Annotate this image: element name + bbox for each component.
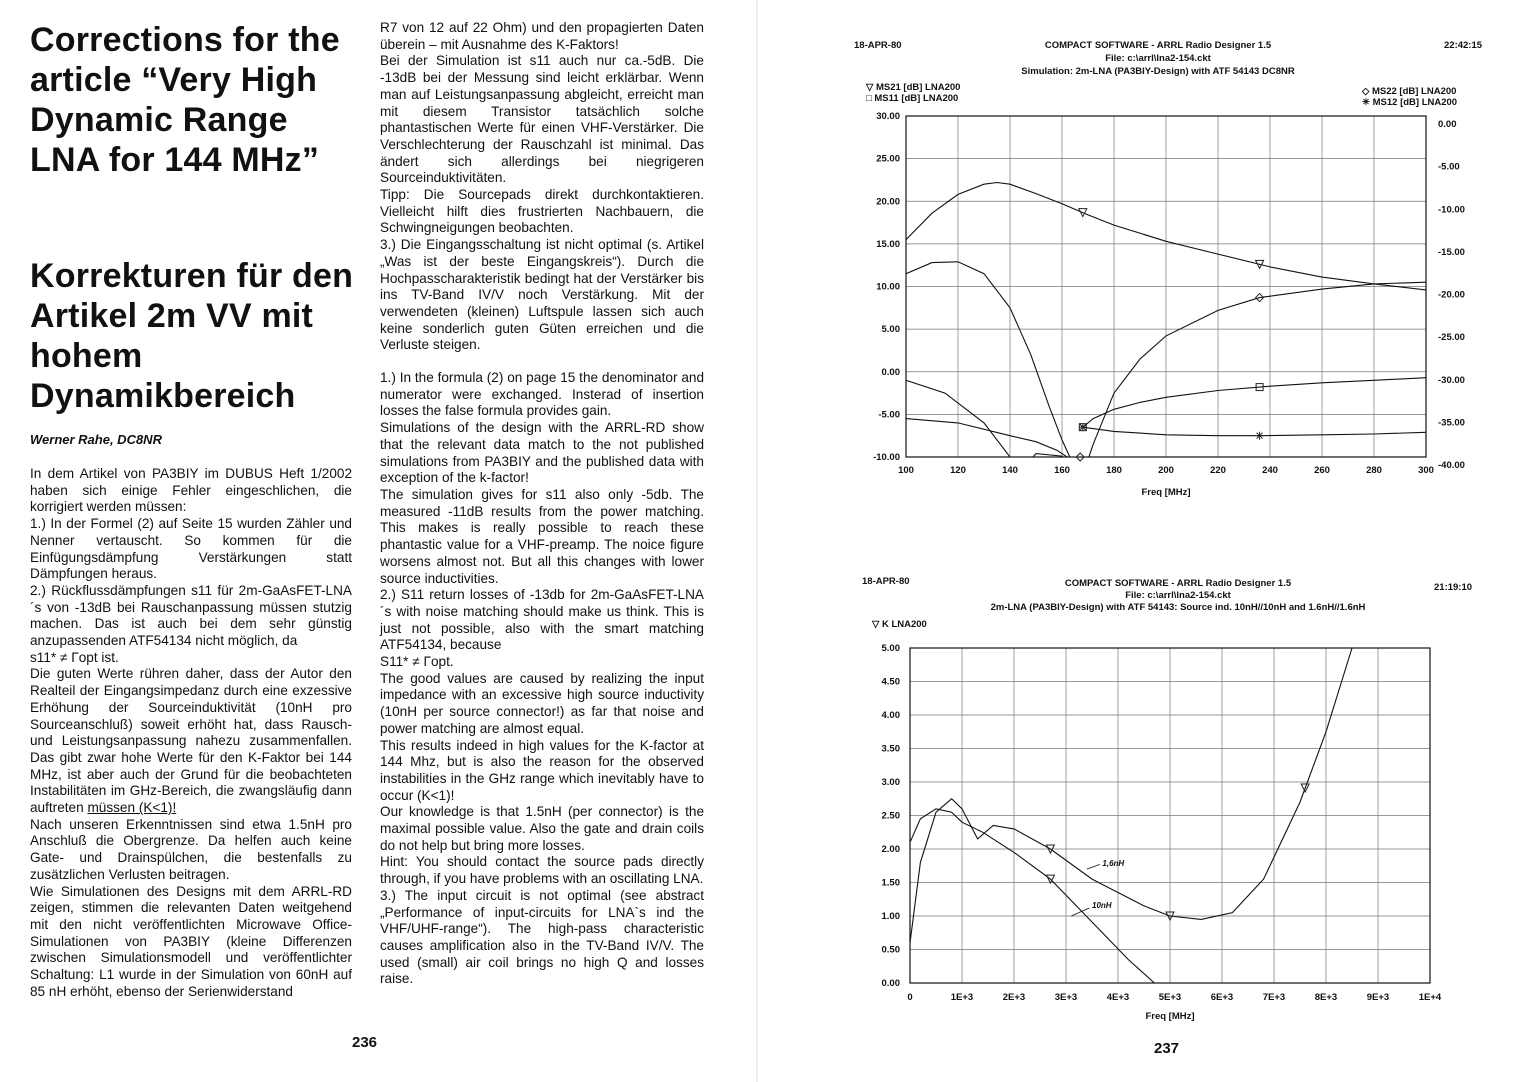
paragraph: This results indeed in high values for the K-factor at 144 Mhz, but is also the reason for the observed instabilities in the GHz range which inevitably have to occur (K<1)! [380,737,704,803]
chart-date: 18-APR-80 [862,576,910,587]
y-tick-label-left: 30.00 [876,111,900,122]
asterisk-marker [1256,432,1264,440]
x-tick-label: 2E+3 [1002,992,1026,1003]
x-tick-label: 7E+3 [1262,992,1286,1003]
paragraph: s11* ≠ Γopt ist. [30,649,119,665]
y-tick-label-left: 5.00 [881,324,900,336]
chart-title: 2m-LNA (PA3BIY-Design) with ATF 54143: Source ind. 10nH//10nH and 1.6nH//1.6nH [990,602,1366,613]
x-tick-label: 9E+3 [1366,992,1390,1003]
legend-entry-ms21: ▽ MS21 [dB] LNA200 [866,82,961,93]
x-tick-label: 240 [1262,465,1278,476]
series-line [1083,427,1426,436]
annotation-label: 10nH [1092,900,1112,910]
x-tick-label: 1E+3 [950,992,974,1003]
paragraph: 3.) Die Eingangsschaltung ist nicht optimal (s. Artikel „Was ist der beste Eingangskreis“). Durch die Hochpasscharakteristik bedingt hat der Verstärker bis ins TV-Band IV/V noch Verstärkung. Mit der verwendeten (kleinen) Luftspule lassen sich auch keine sonderlich guten Güten erreichen und die Verluste steigen. [380,237,704,353]
legend-entry-ms11: □ MS11 [dB] LNA200 [866,93,959,104]
paragraph: Bei der Simulation ist s11 auch nur ca.-5dB. Die -13dB bei der Messung sind leicht erklärbar. Wenn man auf Leistungsanpassung abgleicht, erreicht man mit diesem Transistor tatsächlich solche phantastischen Werte für einen VHF-Verstärker. Die Verschlechterung der Rauschzahl ist minimal. Das ändert sich allerdings bei niegrigeren Sourceinduktivitäten. [380,53,704,186]
y-tick-label-left: 10.00 [876,281,900,293]
x-tick-label: 280 [1366,465,1382,476]
y-tick-label-right: -10.00 [1438,204,1465,216]
paragraph: The good values are caused by realizing the input impedance with an excessive high source inductivity (10nH per source connector!) as far that noise and power matching are almost equal. [380,670,704,736]
x-tick-label: 220 [1210,465,1226,476]
s-parameter-chart [758,30,1516,510]
x-tick-label: 200 [1158,465,1174,476]
y-tick-label: 0.00 [881,978,900,989]
y-tick-label-left: -10.00 [873,452,900,463]
legend-entry-k: ▽ K LNA200 [872,619,927,630]
y-tick-label-right: -30.00 [1438,374,1465,386]
y-tick-label-left: 20.00 [876,196,900,208]
author: Werner Rahe, DC8NR [30,432,162,447]
k-factor-chart [758,570,1516,1030]
x-tick-label: 120 [950,465,966,476]
annotation-pointer [1087,864,1100,869]
x-tick-label: 0 [907,992,913,1003]
y-tick-label: 5.00 [881,643,900,654]
paragraph: 1.) In the formula (2) on page 15 the denominator and numerator were exchanged. Insterad of insertion losses the false formula provides gain. [380,370,704,419]
y-tick-label: 1.00 [881,911,900,922]
english-title: Corrections for the article “Very High Dynamic Range LNA for 144 MHz” [30,21,340,179]
y-tick-label: 0.50 [881,944,900,956]
x-tick-label: 300 [1418,465,1434,476]
paragraph: Our knowledge is that 1.5nH (per connector) is the maximal possible value. Also the gate and drain coils do not help but bring more losses. [380,804,704,853]
paragraph: The simulation gives for s11 also only -5db. The measured -11dB results from the power matching. This makes is really possible to reach these phantastic value for a VHF-preamp. The noice figure worsens almost not. But all this changes with lower source inductivities. [380,486,704,586]
legend-entry-ms22: ◇ MS22 [dB] LNA200 [1362,86,1457,97]
chart-file: File: c:\arrl\lna2-154.ckt [1105,53,1211,64]
chart-file: File: c:\arrl\lna2-154.ckt [1125,590,1231,601]
paragraph-text: Die guten Werte rühren daher, dass der Autor den Realteil der Eingangsimpedanz durch eine exzessive Erhöhung der Sourceinduktivität (10nH pro Sourceanschluß) soweit erhöht hat, dass Rausch- und Leistungsanpassung nahezu zusammenfallen. Das gibt zwar hohe Werte für den K-Faktor bei 144 MHz, ist aber auch der Grund für die beobachteten Instabilitäten im GHz-Bereich, die zwangsläufig dann auftreten [30,666,352,816]
y-tick-label-right: -20.00 [1438,289,1465,301]
x-tick-label: 1E+4 [1418,992,1442,1003]
x-tick-label: 5E+3 [1158,992,1182,1003]
y-tick-label: 3.50 [881,743,900,755]
legend-label: MS12 [dB] LNA200 [1372,97,1458,108]
legend-label: MS11 [dB] LNA200 [874,93,959,104]
x-tick-label: 6E+3 [1210,992,1234,1003]
underlined-text: müssen (K<1)! [87,800,177,816]
paragraph: Nach unseren Erkenntnissen sind etwa 1.5nH pro Anschluß die Obergrenze. Da helfen auch keine Gate- und Drainspülchen, die bestenfalls zu zusätzlichen Verlusten beitragen. [30,816,352,882]
paragraph: 2.) Rückflussdämpfungen s11 für 2m-GaAsFET-LNA´s von -13dB bei Rauschanpassung müssen stutzig machen. Das ist auch bei dem sehr günstig anzupassenden ATF54134 nicht möglich, da [30,582,352,649]
y-tick-label-right: -25.00 [1438,332,1465,344]
y-tick-label-left: 15.00 [876,238,900,250]
text-column-1 [30,466,352,1001]
y-tick-label: 1.50 [881,877,900,889]
chart-plot-2 [758,570,1516,1030]
y-tick-label-right: -15.00 [1438,246,1465,258]
series-line [1083,378,1426,428]
paragraph: In dem Artikel von PA3BIY im DUBUS Heft 1/2002 haben sich einige Fehler eingeschlichen, die korrigiert werden müssen: [30,466,352,515]
annotation-label: 1,6nH [1102,858,1125,868]
legend-label: K LNA200 [881,619,927,630]
series-line [906,419,1067,457]
paragraph: 3.) The input circuit is not optimal (see abstract „Performance of input-circuits for LNA`s ind the VHF/UHF-range“). The high-pass characteristic causes amplification also in the TV-Band IV/V. The used (small) air coil brings no high Q and losses raise. [380,887,704,987]
y-tick-label-left: 0.00 [881,366,900,378]
paragraph: Wie Simulationen des Designs mit dem ARRL-RD zeigen, stimmen die relevanten Daten weitgehend mit den nicht veröffentlichten Microwave Office-Simulationen von PA3BIY (kleine Differenzen zwischen Simulationsmodell und veröffentlichter Schaltung: L1 wurde in der Simulation von 60nH auf 85 nH erhöht, ebenso der Serienwiderstand [30,883,352,999]
chart-date: 18-APR-80 [854,40,902,51]
chart-time: 21:19:10 [1434,582,1473,593]
y-tick-label-right: -40.00 [1438,460,1465,471]
paragraph: R7 von 12 auf 22 Ohm) und den propagierten Daten überein – mit Ausnahme des K-Faktors! [380,20,704,52]
y-tick-label: 2.50 [881,810,900,822]
x-axis-label: Freq [MHz] [1141,487,1191,498]
y-tick-label: 4.00 [881,710,900,721]
x-tick-label: 100 [898,465,914,476]
x-tick-label: 160 [1054,465,1070,476]
chart-header: COMPACT SOFTWARE - ARRL Radio Designer 1.5 [1064,578,1292,589]
y-tick-label-left: -5.00 [878,409,900,421]
y-tick-label-right: 0.00 [1438,119,1457,130]
x-tick-label: 3E+3 [1054,992,1078,1003]
y-tick-label: 3.00 [881,777,900,788]
x-tick-label: 4E+3 [1106,992,1130,1003]
series-line [910,648,1352,943]
y-tick-label: 2.00 [881,844,900,855]
page-number: 237 [1154,1040,1180,1057]
paragraph: S11* ≠ Γopt. [380,654,454,670]
right-page [758,0,1516,1082]
paragraph: Simulations of the design with the ARRL-RD show that the relevant data match to the not published simulations from PA3BIY and the published data with exception of the k-factor! [380,420,704,486]
y-tick-label: 4.50 [881,676,900,688]
chart-plot-1 [758,30,1516,510]
german-title: Korrekturen für den Artikel 2m VV mit hohem Dynamikbereich [30,257,354,415]
y-tick-label-left: 25.00 [876,153,900,165]
paragraph: Hint: You should contact the source pads directly through, if you have problems with an oscillating LNA. [380,854,704,887]
legend-label: MS21 [dB] LNA200 [875,82,961,93]
x-tick-label: 8E+3 [1314,992,1338,1003]
paragraph [30,666,352,816]
x-tick-label: 260 [1314,465,1330,476]
x-tick-label: 180 [1106,465,1122,476]
legend-label: MS22 [dB] LNA200 [1371,86,1457,97]
x-axis-label: Freq [MHz] [1145,1011,1195,1022]
legend-entry-ms12: ✳ MS12 [dB] LNA200 [1362,97,1458,108]
chart-header: COMPACT SOFTWARE - ARRL Radio Designer 1.5 [1044,40,1272,51]
paragraph: Tipp: Die Sourcepads direkt durchkontaktieren. Vielleicht hilft dies frustrierten Nachbauern, die Schwingneigungen beobachten. [380,187,704,236]
y-tick-label-right: -35.00 [1438,417,1465,429]
chart-time: 22:42:15 [1444,40,1483,51]
paragraph: 2.) S11 return losses of -13db for 2m-GaAsFET-LNA´s with noise matching should make us think. This is just not possible, also with the smart matching ATF54134, because [380,587,704,653]
paragraph: 1.) In der Formel (2) auf Seite 15 wurden Zähler und Nenner vertauscht. So kommen für die Einfügungsdämpfung Verstärkungen statt Dämpfungen heraus. [30,516,352,582]
asterisk-marker [1079,423,1087,431]
text-column-2 [380,20,704,988]
x-tick-label: 140 [1002,465,1018,476]
page-number: 236 [352,1034,378,1051]
y-tick-label-right: -5.00 [1438,161,1460,173]
series-line [906,380,1049,508]
chart-title: Simulation: 2m-LNA (PA3BIY-Design) with ATF 54143 DC8NR [1021,66,1295,77]
